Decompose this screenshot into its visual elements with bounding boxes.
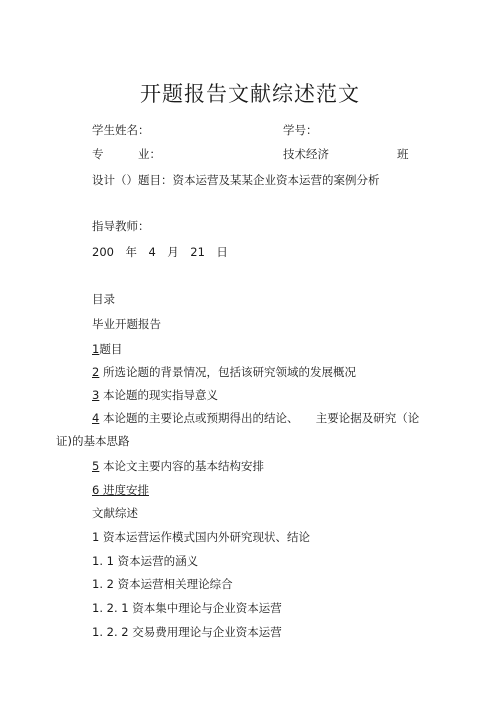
toc-item-number: 2: [92, 365, 100, 379]
toc-item-number: 6: [92, 483, 100, 497]
toc-item-number: 1: [92, 342, 100, 356]
toc-heading: 目录: [92, 292, 115, 306]
toc-item-1: [92, 341, 122, 357]
toc-item-text: 证)的基本思路: [56, 434, 130, 448]
toc-item-6: [92, 482, 149, 498]
student-id-label: 学号：: [283, 123, 318, 137]
toc-item-5: [92, 458, 264, 474]
toc-item-number: 4: [92, 411, 100, 425]
toc-item-4-continued: [56, 433, 130, 449]
toc-item-text: 本论文主要内容的基本结构安排: [99, 459, 264, 473]
class-label: 班: [397, 147, 409, 161]
toc-item-2: [92, 364, 356, 380]
review-item-1-2-1: 1. 2. 1 资本集中理论与企业资本运营: [92, 601, 282, 615]
review-heading: 文献综述: [92, 506, 138, 520]
toc-item-4: [92, 410, 419, 426]
student-name-label: 学生姓名：: [92, 123, 150, 137]
report-heading: 毕业开题报告: [92, 317, 161, 331]
major-value: 技术经济: [283, 147, 329, 161]
toc-item-3: [92, 387, 218, 403]
toc-item-text: 进度安排: [99, 483, 149, 497]
design-topic-line: 设计（）题目：资本运营及某某企业资本运营的案例分析: [92, 173, 380, 187]
review-item-1-2-2: 1. 2. 2 交易费用理论与企业资本运营: [92, 625, 282, 639]
toc-item-text: 题目: [99, 342, 123, 356]
toc-item-text: 所选论题的背景情况，包括该研究领域的发展概况: [99, 365, 356, 379]
toc-item-text: 本论题的现实指导意义: [99, 388, 218, 402]
document-title: 开题报告文献综述范文: [140, 82, 360, 106]
major-label: 专 业：: [92, 147, 161, 161]
advisor-label: 指导教师：: [92, 219, 150, 233]
toc-item-number: 3: [92, 388, 100, 402]
toc-item-text: 本论题的主要论点或预期得出的结论、 主要论据及研究（论: [99, 411, 420, 425]
toc-item-number: 5: [92, 459, 100, 473]
date-line: 200 年 4 月 21 日: [92, 245, 228, 259]
review-item-1-1: 1. 1 资本运营的涵义: [92, 554, 199, 568]
review-item-1: 1 资本运营运作模式国内外研究现状、结论: [92, 530, 310, 544]
review-item-1-2: 1. 2 资本运营相关理论综合: [92, 577, 233, 591]
